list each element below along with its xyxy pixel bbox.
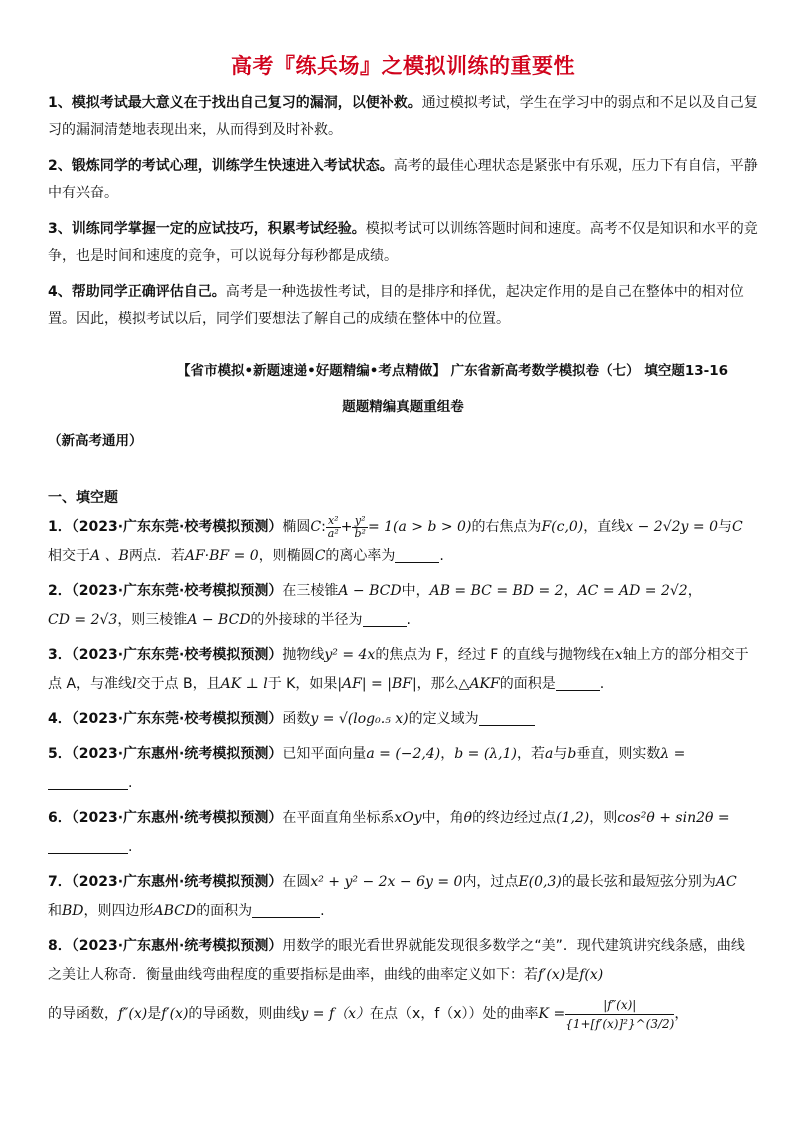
part-title: 一、填空题 xyxy=(48,490,118,506)
q-text: 轴上方的部分相交于点 A，与准线 xyxy=(48,647,749,692)
q-text: ，若 xyxy=(517,746,545,762)
q-text: 交于点 B，且 xyxy=(136,676,221,692)
math-expr: ABCD xyxy=(153,903,197,919)
page-title: 高考『练兵场』之模拟训练的重要性 xyxy=(231,54,575,78)
q-text: 垂直，则实数 xyxy=(576,746,661,762)
math-expr: y = √(log₀.₅ x) xyxy=(310,711,409,727)
math-expr: (1,2) xyxy=(556,810,590,826)
exam-note: （新高考通用） xyxy=(48,433,143,449)
math-expr: xOy xyxy=(394,810,422,826)
q-text: 的终边经过点 xyxy=(472,810,557,826)
math-expr: y² = 4x xyxy=(324,647,376,663)
question-source: 1．（2023·广东东莞·校考模拟预测） xyxy=(48,519,283,535)
question-source: 2．（2023·广东东莞·校考模拟预测） xyxy=(48,583,283,599)
intro-item xyxy=(48,216,758,270)
math-expr: AF·BF = 0 xyxy=(184,548,259,564)
math-expr: C xyxy=(314,548,326,564)
question-source: 3．（2023·广东东莞·校考模拟预测） xyxy=(48,647,283,663)
math-expr: f′(x) xyxy=(538,967,566,983)
q-text: 椭圆 xyxy=(282,519,311,535)
math-expr: CD = 2√3 xyxy=(48,612,118,628)
intro-item xyxy=(48,279,758,333)
question-7 xyxy=(48,868,758,926)
q-text: . xyxy=(599,676,605,692)
q-text: 是 xyxy=(565,967,580,983)
q-text: ，那么 xyxy=(416,676,459,692)
math-expr: A − BCD xyxy=(338,583,402,599)
frac-den: b² xyxy=(354,526,366,540)
math-expr: cos²θ + sin2θ = xyxy=(617,810,730,826)
answer-blank[interactable] xyxy=(556,674,600,691)
q-text: 内，过点 xyxy=(462,874,519,890)
question-3 xyxy=(48,641,758,699)
answer-blank[interactable] xyxy=(395,546,439,563)
math-expr: BD xyxy=(62,903,84,919)
q-text: 在圆 xyxy=(282,874,311,890)
answer-blank[interactable] xyxy=(48,773,128,790)
q-text: 于 K，如果 xyxy=(267,676,338,692)
q-text: 的右焦点为 xyxy=(471,519,542,535)
frac-num: y² xyxy=(352,515,367,528)
math-expr: b = (λ,1) xyxy=(454,746,517,762)
frac-den: {1+[f′(x)]²}^(3/2) xyxy=(565,1016,675,1031)
intro-item-heading: 2、锻炼同学的考试心理，训练学生快速进入考试状态。 xyxy=(48,158,394,174)
question-8 xyxy=(48,932,758,1038)
math-expr: C xyxy=(310,519,322,535)
q-text: 的定义域为 xyxy=(408,711,479,727)
math-expr: y = f（x） xyxy=(300,1006,371,1022)
math-expr: f′(x) xyxy=(161,1006,189,1022)
answer-blank[interactable] xyxy=(479,709,535,726)
math-expr: K = xyxy=(538,1006,566,1022)
document-page xyxy=(48,50,758,1038)
frac-num: |f″(x)| xyxy=(565,996,674,1015)
answer-blank[interactable] xyxy=(48,837,128,854)
q-text: ， xyxy=(563,583,578,599)
intro-item-heading: 1、模拟考试最大意义在于找出自己复习的漏洞，以便补救。 xyxy=(48,95,422,111)
intro-section xyxy=(48,90,758,333)
intro-item xyxy=(48,90,758,144)
intro-item-text: 高考是一种选拔性考试，目的是排序和择优，起决定作用的是自己在整体中的相对位置。因此，模拟考试以后，同学们要想法了解自己的成绩在整体中的位置。 xyxy=(48,284,744,327)
q-text: 的面积是 xyxy=(499,676,556,692)
math-expr: A 、B xyxy=(90,548,129,564)
q-text: 函数 xyxy=(282,711,311,727)
q-text: 的离心率为 xyxy=(325,548,396,564)
q-text: 已知平面向量 xyxy=(282,746,367,762)
question-source: 8．（2023·广东惠州·统考模拟预测） xyxy=(48,938,283,954)
q-text: 在点（x，f（x））处的曲率 xyxy=(370,1006,539,1022)
math-expr: x − 2√2y = 0 xyxy=(625,519,718,535)
question-5 xyxy=(48,740,758,798)
q-text: 和 xyxy=(48,903,62,919)
math-expr: x² + y² − 2x − 6y = 0 xyxy=(310,874,463,890)
q-text: . xyxy=(128,839,133,855)
q-text: 用数学的眼光看世界就能发现很多数学之“美”．现代建筑讲究线条感，曲线之美让人称奇．衡量曲线弯曲程度的重要指标是曲率，曲线的曲率定义如下：若 xyxy=(48,938,745,983)
q-text: 的焦点为 F，经过 F 的直线与抛物线在 xyxy=(375,647,615,663)
q-text: ，则四边形 xyxy=(83,903,154,919)
q-text: ，则 xyxy=(589,810,618,826)
fraction xyxy=(326,515,341,540)
math-expr: AC xyxy=(715,874,737,890)
question-source: 7．（2023·广东惠州·统考模拟预测） xyxy=(48,874,283,890)
exam-header-line2: 题题精编真题重组卷 xyxy=(342,399,464,415)
question-6 xyxy=(48,804,758,862)
q-text: 的外接球的半径为 xyxy=(250,612,363,628)
q-text: 中， xyxy=(401,583,430,599)
answer-blank[interactable] xyxy=(363,610,407,627)
math-expr: θ xyxy=(463,810,473,826)
intro-item-text: 模拟考试可以训练答题时间和速度。高考不仅是知识和水平的竞争，也是时间和速度的竞争，可以说每分每秒都是成绩。 xyxy=(48,221,758,264)
math-expr: λ = xyxy=(660,746,686,762)
intro-item-text: 通过模拟考试，学生在学习中的弱点和不足以及自己复习的漏洞清楚地表现出来，从而得到及时补救。 xyxy=(48,95,758,138)
math-expr: △AKF xyxy=(458,676,500,692)
question-source: 4．（2023·广东东莞·校考模拟预测） xyxy=(48,711,283,727)
fraction xyxy=(352,515,367,540)
q-text: . xyxy=(128,775,133,791)
math-expr: AK ⊥ l xyxy=(220,676,268,692)
math-expr: a = (−2,4) xyxy=(366,746,441,762)
math-expr: f″(x) xyxy=(118,1006,148,1022)
q-text: 抛物线 xyxy=(282,647,325,663)
question-2 xyxy=(48,577,758,635)
q-text: 是 xyxy=(147,1006,162,1022)
q-text: . xyxy=(320,903,325,919)
intro-item-heading: 3、训练同学掌握一定的应试技巧，积累考试经验。 xyxy=(48,221,366,237)
q-text: ， xyxy=(674,1006,689,1022)
frac-num: x² xyxy=(326,515,341,528)
question-source: 6．（2023·广东惠州·统考模拟预测） xyxy=(48,810,283,826)
q-text: 两点．若 xyxy=(128,548,185,564)
q-text: . xyxy=(406,612,411,628)
intro-item-heading: 4、帮助同学正确评估自己。 xyxy=(48,284,226,300)
math-expr: F(c,0) xyxy=(541,519,584,535)
q-text: 与 xyxy=(718,519,732,535)
curvature-fraction xyxy=(565,996,674,1033)
math-expr: E(0,3) xyxy=(518,874,562,890)
math-expr: b xyxy=(567,746,577,762)
q-text: 与 xyxy=(553,746,568,762)
math-expr: AC = AD = 2√2 xyxy=(577,583,688,599)
q-text: 的导函数， xyxy=(48,1006,118,1022)
q-text: 中，角 xyxy=(421,810,464,826)
question-source: 5．（2023·广东惠州·统考模拟预测） xyxy=(48,746,283,762)
q-text: ， xyxy=(440,746,455,762)
math-expr: f(x) xyxy=(579,967,604,983)
answer-blank[interactable] xyxy=(252,901,320,918)
q-text: ，则三棱锥 xyxy=(117,612,188,628)
math-expr: = 1(a > b > 0) xyxy=(367,519,472,535)
question-1: 1．（2023·广东东莞·校考模拟预测）椭圆C: $\frac{\text{x²}}{\text{a²}}$ + $\frac{\text{y²}}{\text{b²}}$ = 1(a > b > 0)的右焦点为F(c,0)，直线x − 2√2y = 0与C 相交于A 、B两点．若AF·BF = 0，则椭圆C的离心率为 . xyxy=(48,513,743,564)
math-expr: l xyxy=(132,676,137,692)
q-text: 在平面直角坐标系 xyxy=(282,810,395,826)
intro-item xyxy=(48,153,758,207)
frac-den: a² xyxy=(327,526,339,540)
math-op: + xyxy=(340,519,353,535)
intro-item-text: 高考的最佳心理状态是紧张中有乐观，压力下有自信，平静中有兴奋。 xyxy=(48,158,758,201)
question-4 xyxy=(48,705,758,734)
q-text: 的面积为 xyxy=(196,903,253,919)
math-expr: A − BCD xyxy=(187,612,251,628)
q-text: 在三棱锥 xyxy=(282,583,339,599)
q-text: . xyxy=(439,548,444,564)
math-expr: |AF| = |BF| xyxy=(337,676,417,692)
math-expr: x xyxy=(614,647,623,663)
exam-header xyxy=(48,353,758,425)
q-text: 相交于 xyxy=(48,548,90,564)
q-text: 的导函数，则曲线 xyxy=(188,1006,301,1022)
q-text: ， xyxy=(687,583,702,599)
math-expr: a xyxy=(545,746,554,762)
math-expr: C xyxy=(732,519,743,535)
math-expr: AB = BC = BD = 2 xyxy=(429,583,564,599)
q-text: ，则椭圆 xyxy=(258,548,315,564)
exam-header-line1: 【省市模拟•新题速递•好题精编•考点精做】 广东省新高考数学模拟卷（七） 填空题13-16 xyxy=(177,363,728,379)
q-text: ，直线 xyxy=(583,519,626,535)
q-text: 的最长弦和最短弦分别为 xyxy=(561,874,716,890)
